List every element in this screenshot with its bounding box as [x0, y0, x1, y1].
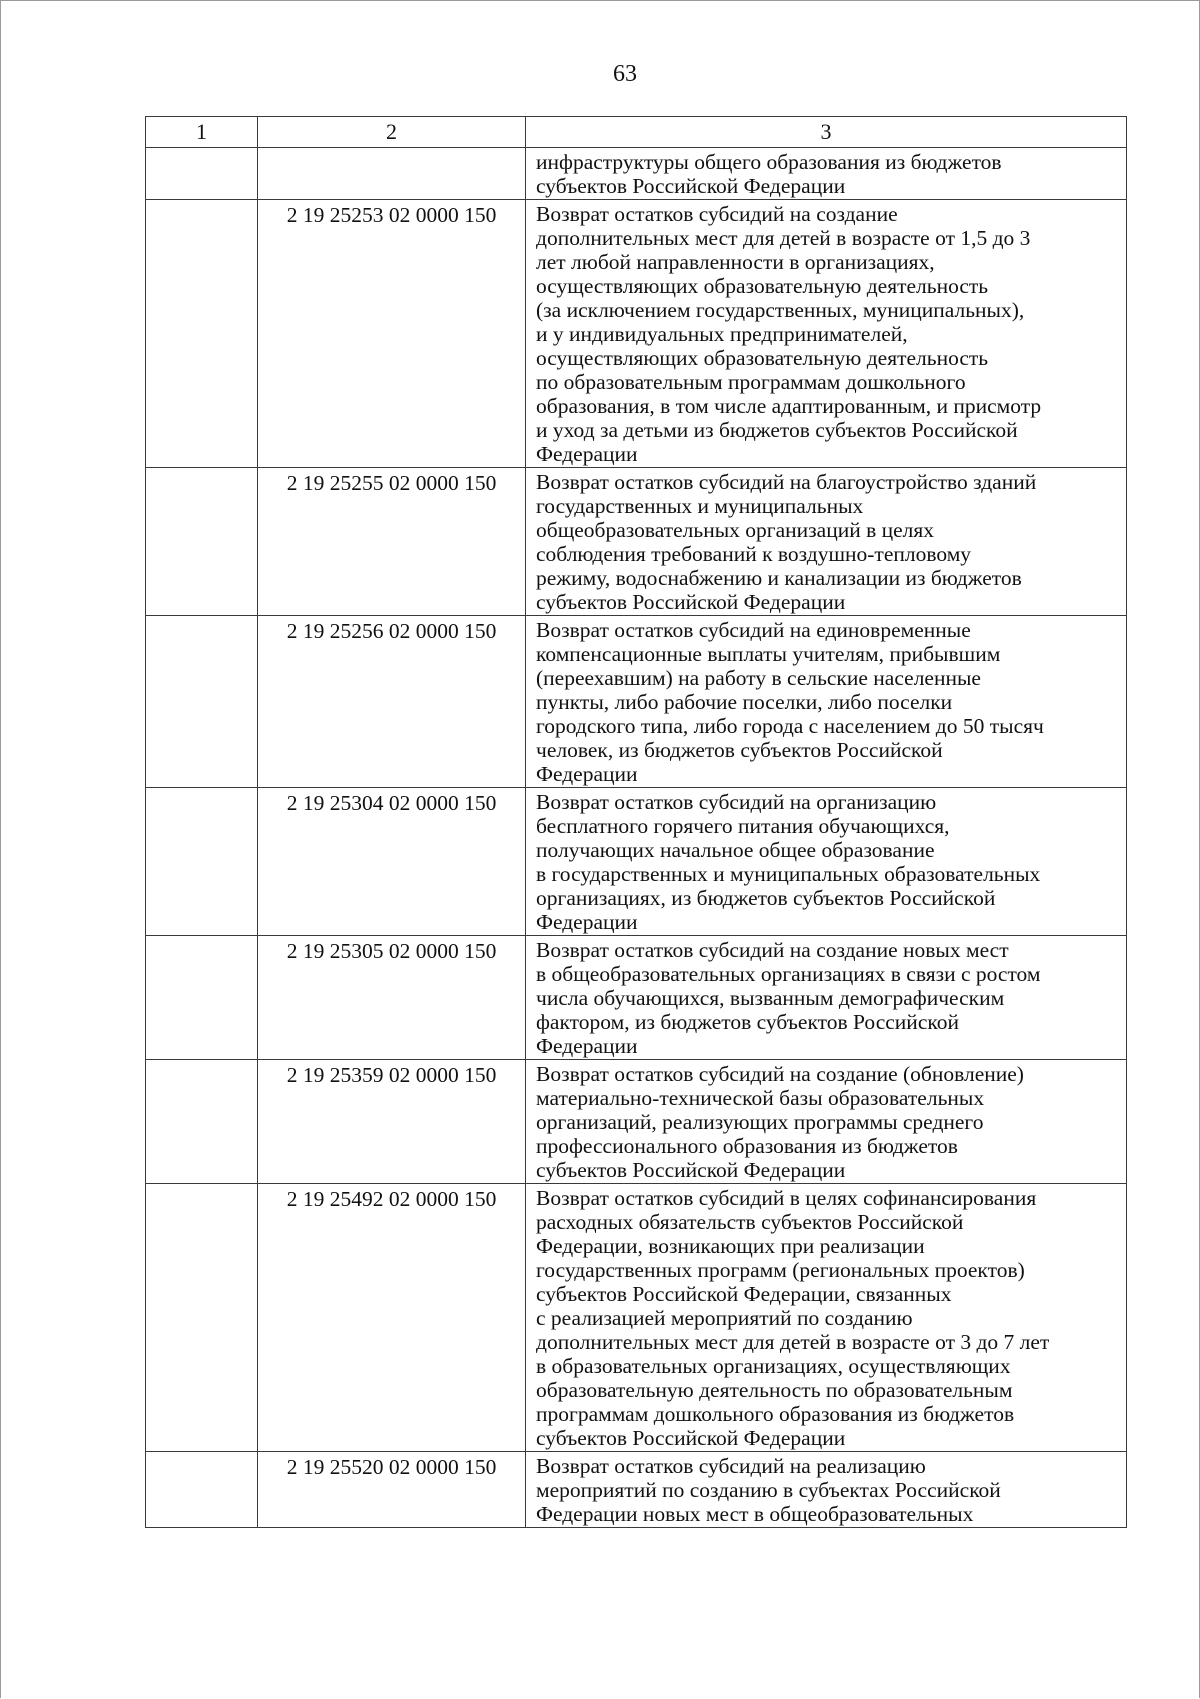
header-col-2: 2	[258, 117, 526, 148]
description-cell	[526, 148, 1127, 200]
table-row	[146, 1452, 1127, 1528]
description-line: лет любой направленности в организациях,	[536, 250, 935, 274]
budget-code-cell: 2 19 25253 02 0000 150	[258, 200, 526, 468]
description-line: дополнительных мест для детей в возрасте от 1,5 до 3	[536, 226, 1031, 250]
row-col1-cell	[146, 148, 258, 200]
description-line: субъектов Российской Федерации	[536, 590, 846, 614]
table-row	[146, 788, 1127, 936]
description-line: режиму, водоснабжению и канализации из бюджетов	[536, 566, 1022, 590]
description-line: субъектов Российской Федерации	[536, 1158, 846, 1182]
description-line: и уход за детьми из бюджетов субъектов Российской	[536, 418, 1018, 442]
description-line: материально-технической базы образовательных	[536, 1086, 985, 1110]
description-line: получающих начальное общее образование	[536, 838, 935, 862]
description-line: Федерации	[536, 442, 638, 466]
description-line: субъектов Российской Федерации	[536, 1426, 846, 1450]
description-cell	[526, 936, 1127, 1060]
description-line: числа обучающихся, вызванным демографическим	[536, 986, 1005, 1010]
row-col1-cell	[146, 936, 258, 1060]
description-line: субъектов Российской Федерации, связанных	[536, 1282, 952, 1306]
budget-code-cell: 2 19 25359 02 0000 150	[258, 1060, 526, 1184]
description-line: Федерации, возникающих при реализации	[536, 1234, 925, 1258]
budget-codes-table	[145, 116, 1127, 1528]
description-line: Возврат остатков субсидий на создание	[536, 202, 898, 226]
description-line: Возврат остатков субсидий на создание новых мест	[536, 938, 1009, 962]
budget-code-cell: 2 19 25255 02 0000 150	[258, 468, 526, 616]
description-line: городского типа, либо города с населением до 50 тысяч	[536, 714, 1044, 738]
description-line: (за исключением государственных, муниципальных),	[536, 298, 1025, 322]
description-line: общеобразовательных организаций в целях	[536, 518, 935, 542]
description-line: компенсационные выплаты учителям, прибывшим	[536, 642, 1001, 666]
description-line: осуществляющих образовательную деятельность	[536, 346, 989, 370]
table-row	[146, 936, 1127, 1060]
description-line: бесплатного горячего питания обучающихся,	[536, 814, 950, 838]
budget-code-cell	[258, 148, 526, 200]
description-line: образовательную деятельность по образовательным	[536, 1378, 1013, 1402]
description-line: в образовательных организациях, осуществляющих	[536, 1354, 1011, 1378]
row-col1-cell	[146, 200, 258, 468]
table-row	[146, 148, 1127, 200]
description-line: мероприятий по созданию в субъектах Российской	[536, 1478, 1001, 1502]
description-line: дополнительных мест для детей в возрасте от 3 до 7 лет	[536, 1330, 1050, 1354]
table-header-row	[146, 117, 1127, 148]
description-line: организаций, реализующих программы среднего	[536, 1110, 984, 1134]
description-line: инфраструктуры общего образования из бюджетов	[536, 150, 1002, 174]
description-line: Возврат остатков субсидий в целях софинансирования	[536, 1186, 1037, 1210]
description-cell	[526, 1184, 1127, 1452]
description-cell	[526, 468, 1127, 616]
table-body	[146, 117, 1127, 1528]
budget-code-cell: 2 19 25304 02 0000 150	[258, 788, 526, 936]
description-cell	[526, 1060, 1127, 1184]
description-line: (переехавшим) на работу в сельские населенные	[536, 666, 981, 690]
description-line: программам дошкольного образования из бюджетов	[536, 1402, 1015, 1426]
description-line: пункты, либо рабочие поселки, либо поселки	[536, 690, 953, 714]
description-line: Возврат остатков субсидий на реализацию	[536, 1454, 926, 1478]
header-col-1: 1	[146, 117, 258, 148]
description-line: расходных обязательств субъектов Российской	[536, 1210, 964, 1234]
table-row	[146, 468, 1127, 616]
description-line: Возврат остатков субсидий на единовременные	[536, 618, 971, 642]
table-row	[146, 1184, 1127, 1452]
budget-code-cell: 2 19 25305 02 0000 150	[258, 936, 526, 1060]
description-line: государственных и муниципальных	[536, 494, 864, 518]
description-line: Возврат остатков субсидий на благоустройство зданий	[536, 470, 1037, 494]
description-line: организациях, из бюджетов субъектов Российской	[536, 886, 996, 910]
row-col1-cell	[146, 1452, 258, 1528]
description-line: человек, из бюджетов субъектов Российской	[536, 738, 943, 762]
description-line: соблюдения требований к воздушно-тепловому	[536, 542, 972, 566]
description-line: Федерации	[536, 1034, 638, 1058]
description-line: профессионального образования из бюджетов	[536, 1134, 958, 1158]
description-line: Возврат остатков субсидий на создание (обновление)	[536, 1062, 1024, 1086]
header-col-3: 3	[526, 117, 1127, 148]
description-line: по образовательным программам дошкольного	[536, 370, 966, 394]
table-row	[146, 200, 1127, 468]
description-line: субъектов Российской Федерации	[536, 174, 846, 198]
description-line: государственных программ (региональных проектов)	[536, 1258, 1025, 1282]
row-col1-cell	[146, 788, 258, 936]
description-line: в государственных и муниципальных образовательных	[536, 862, 1041, 886]
row-col1-cell	[146, 616, 258, 788]
description-line: с реализацией мероприятий по созданию	[536, 1306, 913, 1330]
description-line: Федерации новых мест в общеобразовательных	[536, 1502, 974, 1526]
table-row	[146, 1060, 1127, 1184]
description-line: осуществляющих образовательную деятельность	[536, 274, 989, 298]
description-line: образования, в том числе адаптированным, и присмотр	[536, 394, 1042, 418]
description-line: Федерации	[536, 762, 638, 786]
description-line: фактором, из бюджетов субъектов Российской	[536, 1010, 959, 1034]
page-number: 63	[613, 61, 637, 87]
table-row	[146, 616, 1127, 788]
description-line: Возврат остатков субсидий на организацию	[536, 790, 937, 814]
description-cell	[526, 200, 1127, 468]
description-cell	[526, 616, 1127, 788]
description-line: в общеобразовательных организациях в связи с ростом	[536, 962, 1041, 986]
budget-code-cell: 2 19 25492 02 0000 150	[258, 1184, 526, 1452]
row-col1-cell	[146, 1060, 258, 1184]
row-col1-cell	[146, 468, 258, 616]
description-cell	[526, 788, 1127, 936]
description-cell	[526, 1452, 1127, 1528]
budget-code-cell: 2 19 25520 02 0000 150	[258, 1452, 526, 1528]
description-line: и у индивидуальных предпринимателей,	[536, 322, 908, 346]
description-line: Федерации	[536, 910, 638, 934]
budget-code-cell: 2 19 25256 02 0000 150	[258, 616, 526, 788]
row-col1-cell	[146, 1184, 258, 1452]
